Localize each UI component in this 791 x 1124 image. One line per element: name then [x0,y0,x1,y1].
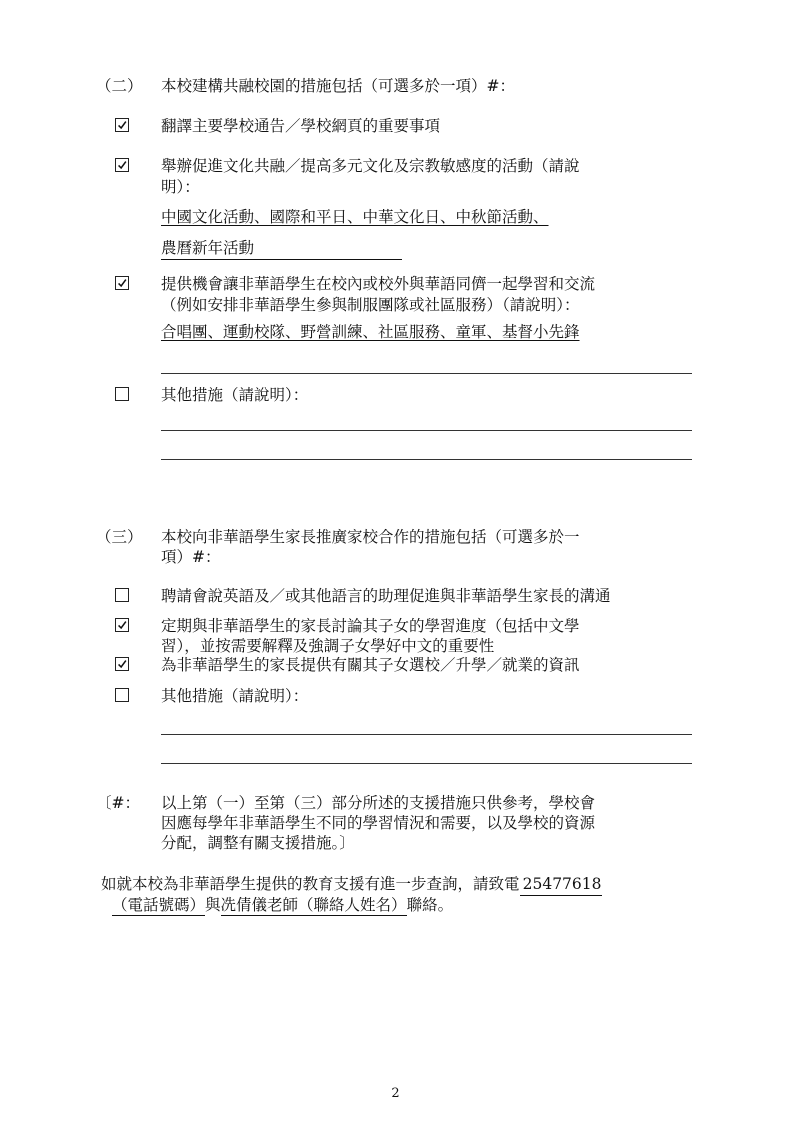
checked-box-icon[interactable] [115,158,129,172]
section2-item3-answer1: 合唱團、運動校隊、野營訓練、社區服務、童軍、基督小先鋒 [161,323,580,341]
contact-person: 冼倩儀老師 [220,896,299,914]
note-line1: 以上第（一）至第（三）部分所述的支援措施只供參考，學校會 [161,794,596,812]
contact-joiner: 與 [205,896,221,914]
section3-item4-text: 其他措施（請說明）： [161,687,309,705]
section3-item2-line1: 定期與非華語學生的家長討論其子女的學習進度（包括中文學 [161,617,580,635]
section2-item2-answer1: 中國文化活動、國際和平日、中華文化日、中秋節活動、 [161,208,549,226]
blank-line[interactable] [161,373,692,374]
section2-number: （二） [96,77,143,95]
section3-item2-line2: 習），並按需要解釋及強調子女學好中文的重要性 [161,637,495,655]
contact-phone-label: （電話號碼） [112,896,206,914]
contact-suffix: 聯絡。 [406,896,454,914]
note-line3: 分配，調整有關支援措施。〕 [161,834,355,852]
blank-line[interactable] [161,459,692,460]
blank-line[interactable] [161,734,692,735]
page-number: 2 [391,1086,400,1101]
checked-box-icon[interactable] [115,657,129,671]
section2-item2-answer2: 農曆新年活動 [161,238,402,260]
section2-item1-text: 翻譯主要學校通告／學校網頁的重要事項 [161,117,441,135]
section2-item2-line1: 舉辦促進文化共融／提高多元文化及宗教敏感度的活動（請說 [161,157,580,175]
section3-heading-line1: 本校向非華語學生家長推廣家校合作的措施包括（可選多於一 [161,528,580,546]
section2-item2-line2: 明）： [161,178,200,196]
checked-box-icon[interactable] [115,118,129,132]
contact-person-label: （聯絡人姓名） [298,896,407,914]
empty-box-icon[interactable] [115,387,129,401]
contact-prefix: 如就本校為非華語學生提供的教育支援有進一步查詢，請致電 [101,875,520,893]
checked-box-icon[interactable] [115,276,129,290]
section3-item3-text: 為非華語學生的家長提供有關其子女選校／升學／就業的資訊 [161,656,580,674]
section2-heading: 本校建構共融校園的措施包括（可選多於一項）#： [161,77,515,95]
section3-heading-line2: 項）#： [161,548,221,566]
contact-line1 [101,874,602,896]
blank-line[interactable] [161,763,692,764]
empty-box-icon[interactable] [115,588,129,602]
section2-item3-line2: （例如安排非華語學生參與制服團隊或社區服務）（請說明）： [161,296,580,314]
blank-line[interactable] [161,430,692,431]
section3-number: （三） [96,528,143,546]
empty-box-icon[interactable] [115,688,129,702]
note-marker: 〔#： [96,794,140,812]
contact-line2 [112,895,453,915]
checked-box-icon[interactable] [115,618,129,632]
section3-item1-text: 聘請會說英語及／或其他語言的助理促進與非華語學生家長的溝通 [161,587,611,605]
section2-item4-text: 其他措施（請說明）： [161,386,309,404]
section2-item2-answer2-wrap [161,238,402,260]
note-line2: 因應每學年非華語學生不同的學習情況和需要，以及學校的資源 [161,814,596,832]
section2-item3-line1: 提供機會讓非華語學生在校內或校外與華語同儕一起學習和交流 [161,275,596,293]
contact-phone: 25477618 [520,874,602,896]
